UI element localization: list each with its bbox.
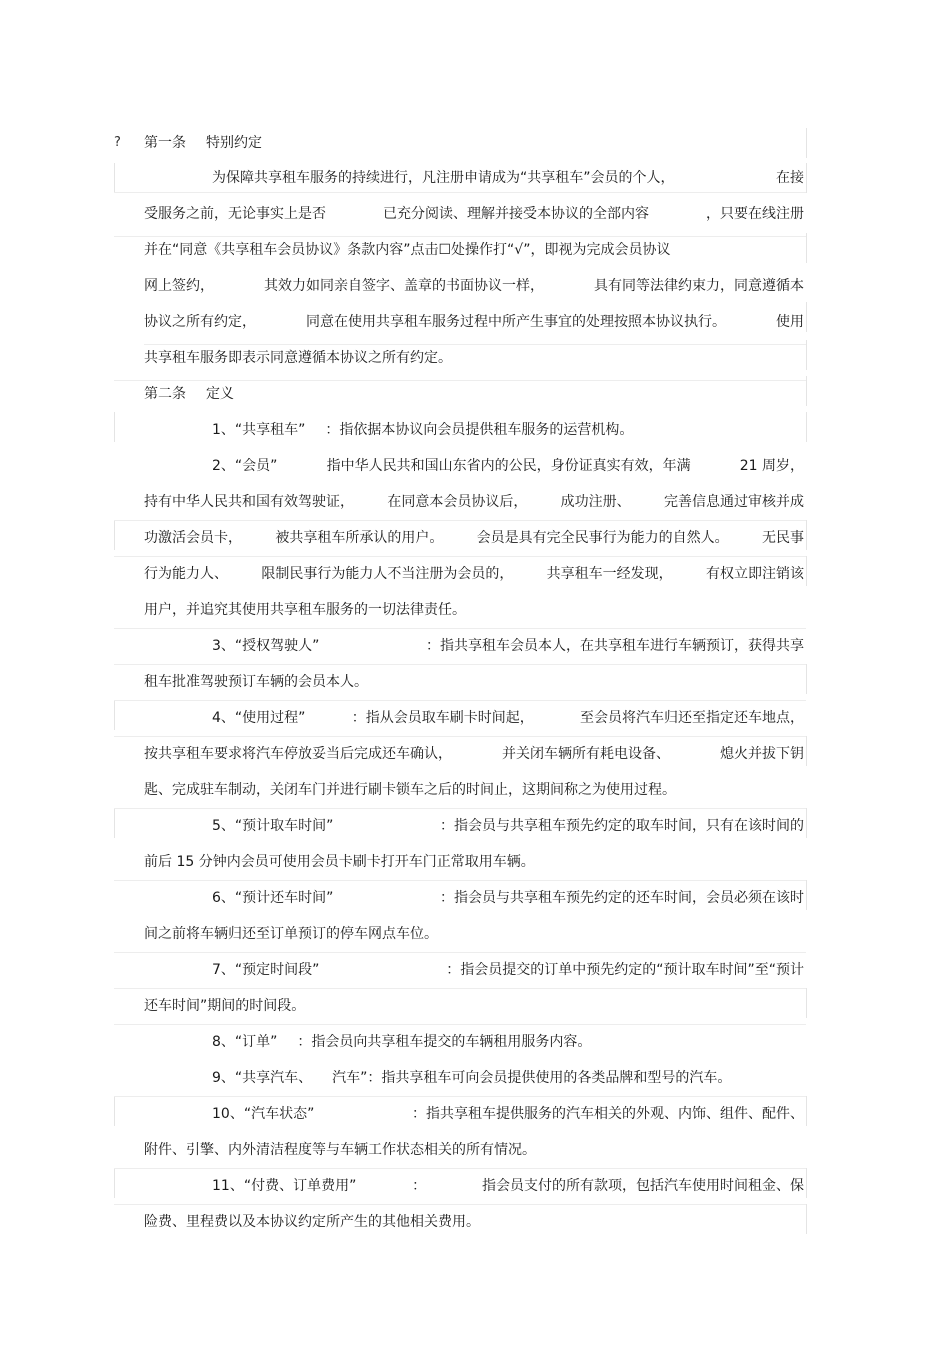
text-line [212, 633, 804, 659]
text-line [212, 417, 804, 443]
bullet-marker: ? [114, 135, 121, 150]
scan-rule [806, 376, 807, 406]
text-line [144, 993, 804, 1019]
text-segment: 10、“汽车状态” [212, 1106, 315, 1122]
section-heading [144, 381, 804, 407]
text-segment: ：指会员提交的订单中预先约定的“预计取车时间”至“预计 [446, 962, 804, 978]
text-line [144, 201, 804, 227]
text-line [144, 597, 804, 623]
section-heading [144, 130, 804, 156]
text-segment: 其效力如同亲自签字、盖章的书面协议一样， [264, 278, 544, 294]
text-line [212, 1065, 804, 1091]
text-segment: 并在“同意《共享租车会员协议》条款内容”点击☐处操作打“√”，即视为完成会员协议 [144, 242, 671, 258]
scan-rule [114, 163, 115, 193]
scan-rule [806, 163, 807, 193]
scan-rule [806, 556, 807, 586]
scan-rule [114, 1024, 806, 1025]
text-line [144, 921, 804, 947]
text-segment: 21 周岁， [739, 458, 804, 474]
scan-rule [806, 340, 807, 370]
text-segment: 完善信息通过审核并成 [663, 494, 804, 510]
text-segment: 有权立即注销该 [705, 566, 804, 582]
text-segment: 行为能力人、 [144, 566, 228, 582]
text-segment: 共享租车一经发现， [546, 566, 673, 582]
text-segment: ：指会员与共享租车预先约定的取车时间，只有在该时间的 [440, 818, 804, 834]
text-segment: ，只要在线注册 [706, 206, 804, 222]
scan-rule [114, 520, 806, 521]
text-segment: 11、“付费、订单费用” [212, 1178, 357, 1194]
text-line [212, 957, 804, 983]
text-segment: 匙、完成驻车制动，关闭车门并进行刷卡锁车之后的时间止，这期间称之为使用过程。 [144, 782, 676, 798]
scan-rule [114, 628, 806, 629]
scan-rule [114, 1168, 806, 1169]
scan-rule [114, 880, 806, 881]
text-segment: 限制民事行为能力人不当注册为会员的， [261, 566, 514, 582]
scan-rule [806, 128, 807, 158]
text-segment: 4、“使用过程” [212, 710, 306, 726]
scan-rule [114, 192, 806, 193]
scan-rule [114, 808, 806, 809]
scan-rule [114, 1204, 806, 1205]
text-segment: 成功注册、 [560, 494, 631, 510]
text-segment: 5、“预计取车时间” [212, 818, 334, 834]
text-segment: 功激活会员卡， [144, 530, 242, 546]
text-segment: 租车批准驾驶预订车辆的会员本人。 [144, 674, 368, 690]
text-segment: 网上签约， [144, 278, 214, 294]
text-segment: 至会员将汽车归还至指定还车地点， [579, 710, 804, 726]
scan-rule [144, 344, 806, 345]
text-segment: 指中华人民共和国山东省内的公民，身份证真实有效，年满 [326, 458, 691, 474]
text-segment: 并关闭车辆所有耗电设备、 [502, 746, 670, 762]
text-segment: 2、“会员” [212, 458, 278, 474]
text-segment: 还车时间”期间的时间段。 [144, 998, 306, 1014]
text-segment: ：指共享租车会员本人，在共享租车进行车辆预订，获得共享 [426, 638, 804, 654]
text-line [212, 885, 804, 911]
text-line [144, 525, 804, 551]
scan-rule [114, 1168, 115, 1198]
text-segment: 会员是具有完全民事行为能力的自然人。 [476, 530, 729, 546]
text-segment: ：指依据本协议向会员提供租车服务的运营机构。 [325, 422, 634, 438]
text-segment: ：指会员与共享租车预先约定的还车时间，会员必须在该时 [440, 890, 804, 906]
text-line [144, 1209, 804, 1235]
scan-rule [806, 736, 807, 766]
text-segment: 熄火并拔下钥 [720, 746, 804, 762]
text-segment: 第二条 [144, 386, 186, 402]
scan-rule [806, 1204, 807, 1234]
scan-rule [114, 664, 806, 665]
scan-rule [114, 700, 806, 701]
scan-rule [114, 988, 806, 989]
text-segment: 6、“预计还车时间” [212, 890, 334, 906]
text-line [144, 273, 804, 299]
text-line [212, 453, 804, 479]
text-segment: 7、“预定时间段” [212, 962, 320, 978]
text-segment: 在同意本会员协议后， [387, 494, 528, 510]
scan-rule [114, 380, 806, 381]
text-segment: ：指共享租车提供服务的汽车相关的外观、内饰、组件、配件、 [412, 1106, 804, 1122]
text-segment: 使用 [776, 314, 804, 330]
scan-rule [806, 1096, 807, 1126]
text-segment: 在接 [776, 170, 804, 186]
text-line [144, 741, 804, 767]
text-segment: 指会员支付的所有款项，包括汽车使用时间租金、保 [481, 1178, 804, 1194]
text-segment: 3、“授权驾驶人” [212, 638, 320, 654]
text-line [212, 1173, 804, 1199]
text-line [144, 237, 804, 263]
scan-rule [114, 1096, 115, 1126]
text-segment: 已充分阅读、理解并接受本协议的全部内容 [383, 206, 649, 222]
text-segment: 受服务之前，无论事实上是否 [144, 206, 326, 222]
scan-rule [806, 520, 807, 550]
scan-rule [114, 952, 806, 953]
scan-rule [806, 880, 807, 910]
text-segment: 协议之所有约定， [144, 314, 256, 330]
text-segment: ：指会员向共享租车提交的车辆租用服务内容。 [297, 1034, 592, 1050]
scan-rule [806, 302, 807, 332]
text-segment: ：指从会员取车刷卡时间起， [351, 710, 534, 726]
scan-rule [806, 233, 807, 263]
text-segment: 附件、引擎、内外清洁程度等与车辆工作状态相关的所有情况。 [144, 1142, 536, 1158]
scan-rule [114, 736, 806, 737]
text-segment: 按共享租车要求将汽车停放妥当后完成还车确认， [144, 746, 452, 762]
text-line [144, 489, 804, 515]
text-segment: 共享租车服务即表示同意遵循本协议之所有约定。 [144, 350, 452, 366]
text-segment: 第一条 [144, 135, 186, 151]
scan-rule [806, 988, 807, 1018]
scan-rule [114, 700, 115, 730]
scan-rule [806, 412, 807, 442]
text-line [144, 777, 804, 803]
text-line [212, 165, 804, 191]
text-line [144, 561, 804, 587]
text-line [144, 849, 804, 875]
text-segment: ： [412, 1178, 427, 1194]
scan-rule [114, 556, 806, 557]
text-line [212, 1101, 804, 1127]
text-segment: 被共享租车所承认的用户。 [275, 530, 444, 546]
text-segment: 用户，并追究其使用共享租车服务的一切法律责任。 [144, 602, 466, 618]
text-segment: 前后 15 分钟内会员可使用会员卡刷卡打开车门正常取用车辆。 [144, 854, 535, 870]
scan-rule [114, 1096, 806, 1097]
scan-rule [806, 808, 807, 838]
text-line [144, 345, 804, 371]
text-segment: 为保障共享租车服务的持续进行，凡注册申请成为“共享租车”会员的个人， [212, 170, 675, 186]
text-segment: 具有同等法律约束力，同意遵循本 [594, 278, 804, 294]
text-segment: 8、“订单” [212, 1034, 278, 1050]
text-line [144, 1137, 804, 1163]
text-line [212, 813, 804, 839]
text-segment: 险费、里程费以及本协议约定所产生的其他相关费用。 [144, 1214, 480, 1230]
text-segment: 9、“共享汽车、 [212, 1070, 313, 1086]
scan-rule [114, 808, 115, 838]
text-segment: 定义 [206, 386, 234, 402]
text-line [144, 309, 804, 335]
text-segment: 1、“共享租车” [212, 422, 306, 438]
scan-rule [806, 1168, 807, 1198]
scan-rule [114, 412, 115, 442]
text-segment: 持有中华人民共和国有效驾驶证， [144, 494, 354, 510]
scan-rule [806, 664, 807, 694]
text-line [212, 1029, 804, 1055]
text-line [144, 669, 804, 695]
text-line [212, 705, 804, 731]
scan-rule [114, 520, 115, 550]
text-segment: 汽车”：指共享租车可向会员提供使用的各类品牌和型号的汽车。 [332, 1070, 732, 1086]
scan-rule [114, 236, 806, 237]
text-segment: 间之前将车辆归还至订单预订的停车网点车位。 [144, 926, 438, 942]
text-segment: 同意在使用共享租车服务过程中所产生事宜的处理按照本协议执行。 [306, 314, 726, 330]
text-segment: 特别约定 [206, 135, 262, 151]
text-segment: 无民事 [761, 530, 804, 546]
